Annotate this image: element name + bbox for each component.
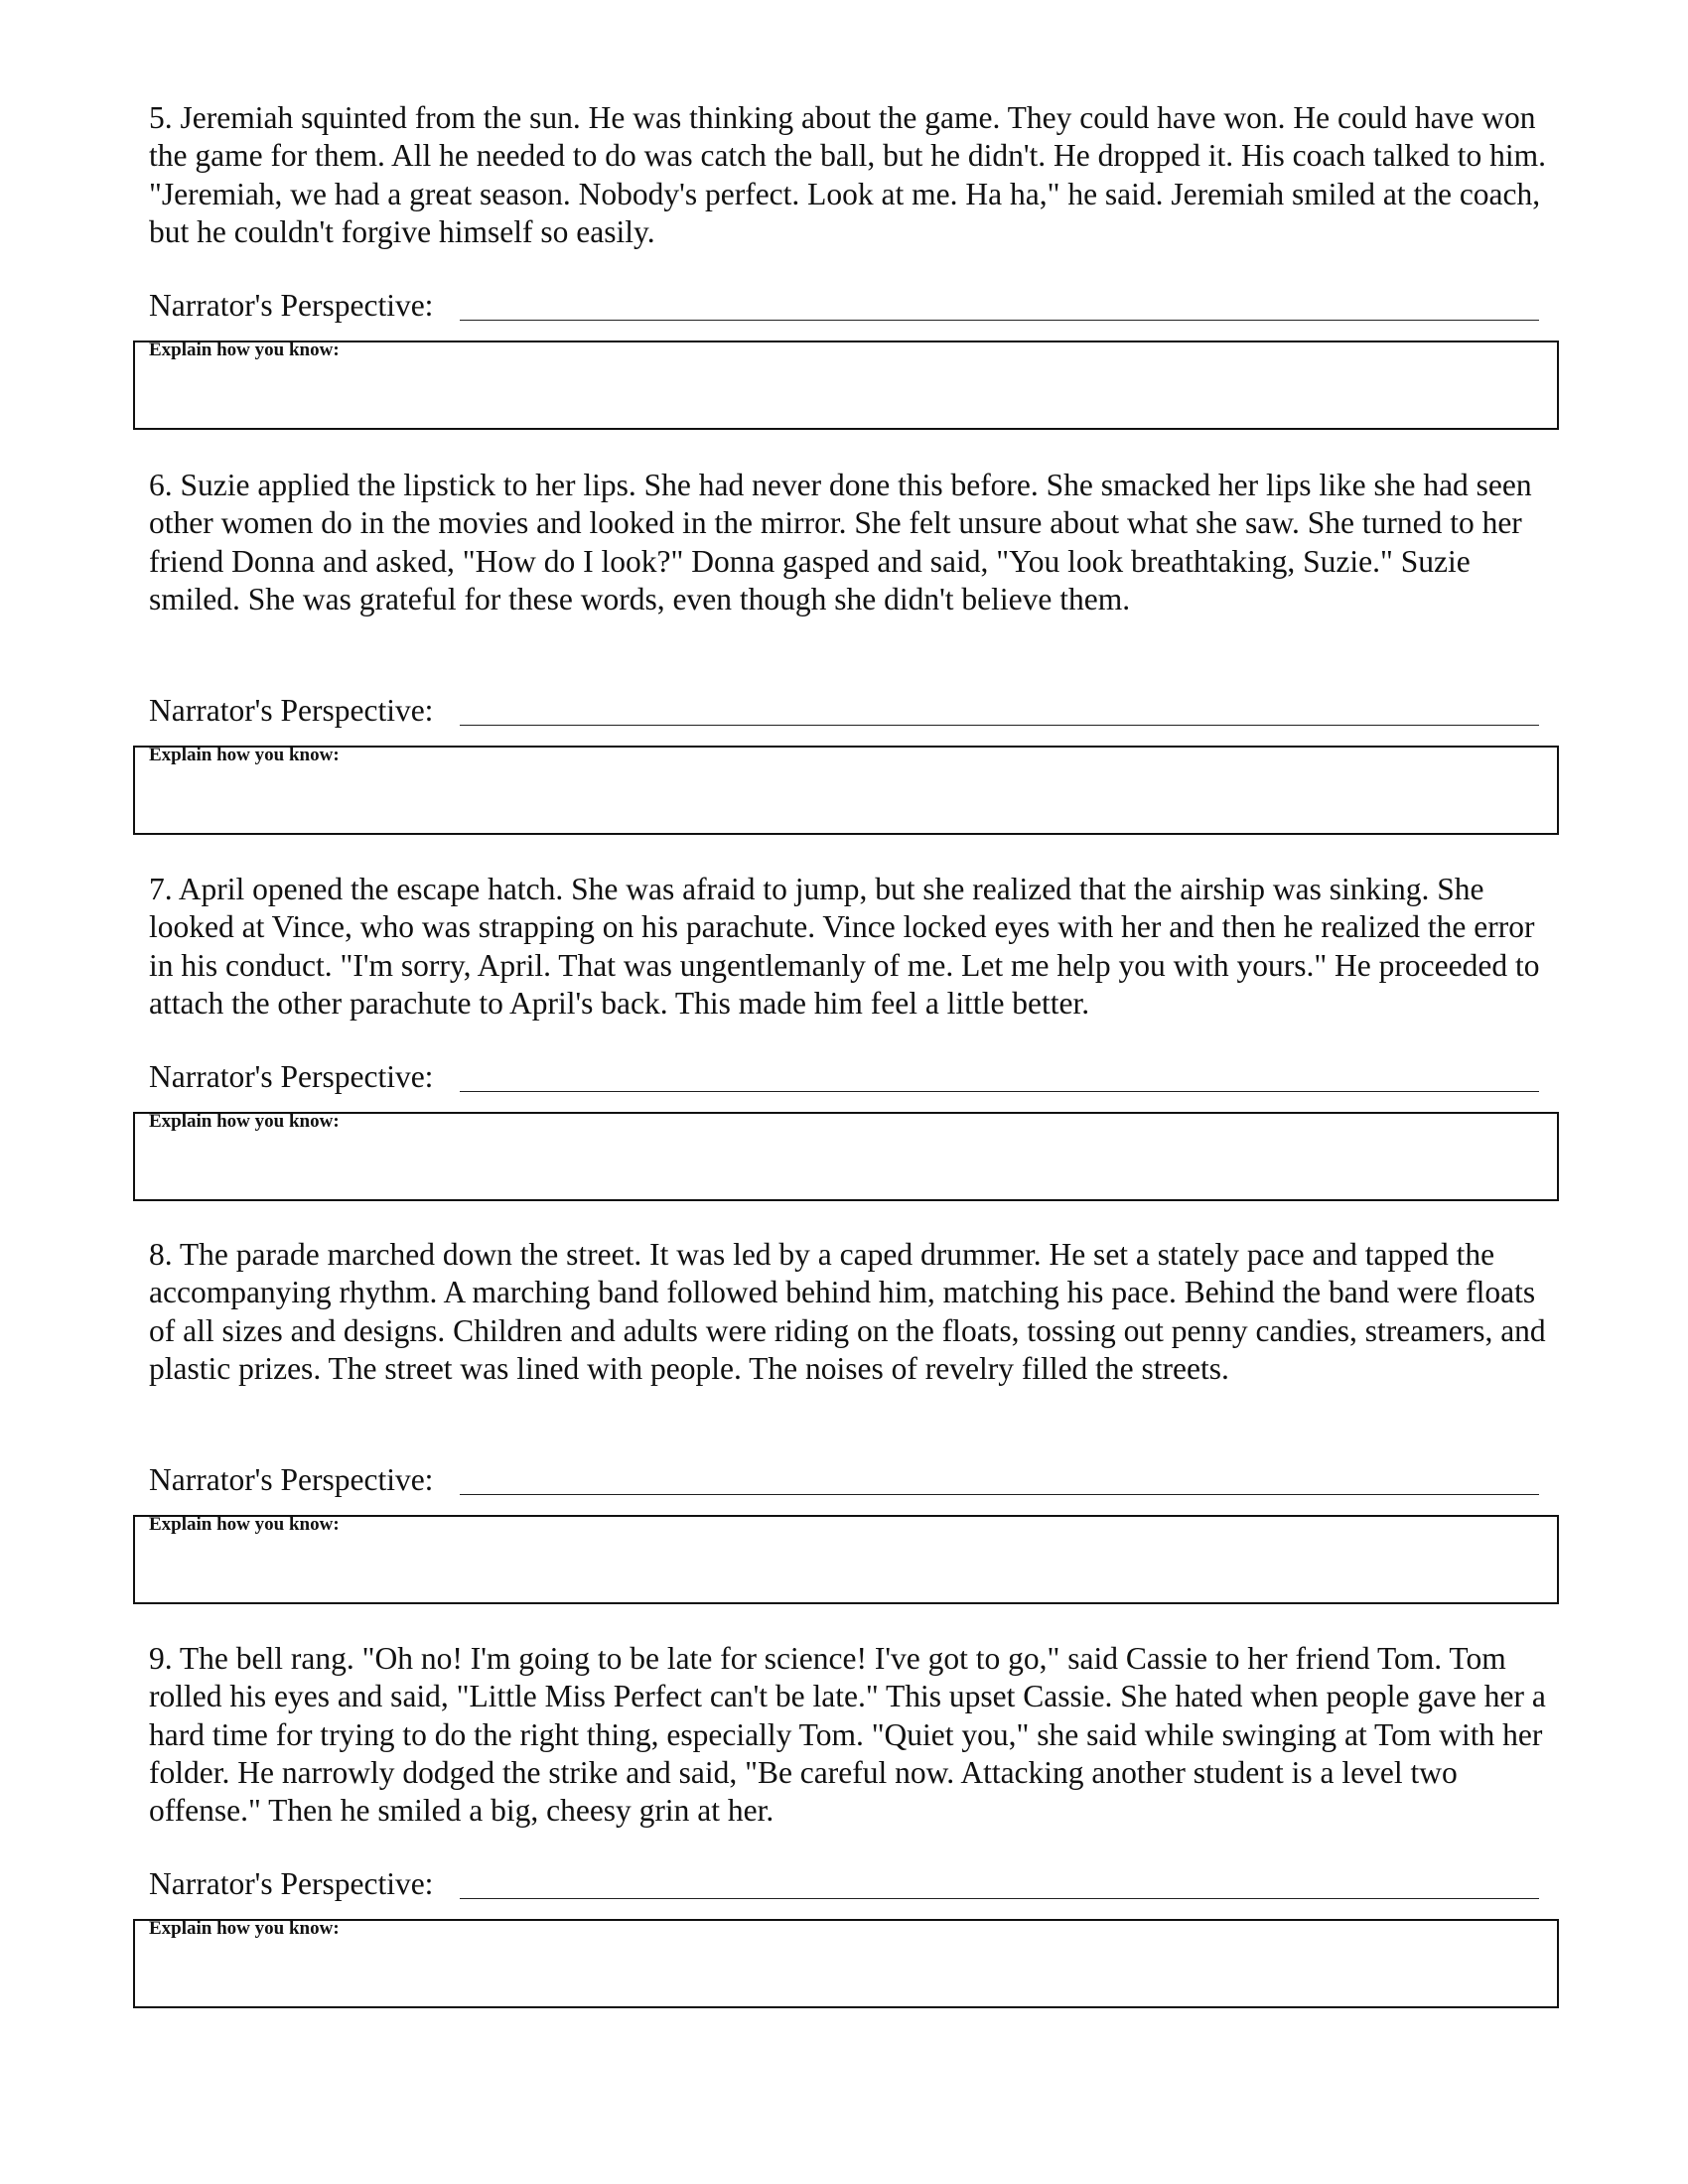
explain-label: Explain how you know:: [149, 1918, 340, 1939]
passage-text: 6. Suzie applied the lipstick to her lips. She had never done this before. She smacked her lips like she had seen other women do in the movies and looked in the mirror. She felt unsure about what she saw. She turned to her friend Donna and asked, "How do I look?" Donna gasped and said, "You look breathtaking, Suzie." Suzie smiled. She was grateful for these words, even though she didn't believe them.: [149, 468, 1532, 616]
explain-answer-box[interactable]: [133, 1112, 1559, 1201]
passage-text: 5. Jeremiah squinted from the sun. He was thinking about the game. They could have won. He could have won the game for them. All he needed to do was catch the ball, but he didn't. He dropped it. His coach talked to him. "Jeremiah, we had a great season. Nobody's perfect. Look at me. Ha ha," he said. Jeremiah smiled at the coach, but he couldn't forgive himself so easily.: [149, 100, 1547, 249]
narrator-perspective-answer-line[interactable]: [460, 1898, 1539, 1899]
passage-text: 9. The bell rang. "Oh no! I'm going to be late for science! I've got to go," said Cassie to her friend Tom. Tom rolled his eyes and said, "Little Miss Perfect can't be late." This upset Cassie. She hated when people gave her a hard time for trying to do the right thing, especially Tom. "Quiet you," she said while swinging at Tom with her folder. He narrowly dodged the strike and said, "Be careful now. Attacking another student is a level two offense." Then he smiled a big, cheesy grin at her.: [149, 1641, 1546, 1829]
narrator-perspective-answer-line[interactable]: [460, 725, 1539, 726]
narrator-perspective-row: [149, 1057, 1539, 1097]
explain-answer-box[interactable]: [133, 1515, 1559, 1604]
narrator-perspective-answer-line[interactable]: [460, 1494, 1539, 1495]
narrator-perspective-answer-line[interactable]: [460, 1091, 1539, 1092]
explain-label: Explain how you know:: [149, 1111, 340, 1132]
narrator-perspective-row: [149, 1460, 1539, 1500]
narrator-perspective-row: [149, 691, 1539, 731]
narrator-perspective-label: Narrator's Perspective:: [149, 1059, 434, 1094]
explain-label: Explain how you know:: [149, 340, 340, 360]
narrator-perspective-answer-line[interactable]: [460, 320, 1539, 321]
explain-answer-box[interactable]: [133, 341, 1559, 430]
narrator-perspective-label: Narrator's Perspective:: [149, 1462, 434, 1497]
narrator-perspective-row: [149, 286, 1539, 326]
explain-answer-box[interactable]: [133, 746, 1559, 835]
narrator-perspective-label: Narrator's Perspective:: [149, 288, 434, 323]
narrator-perspective-label: Narrator's Perspective:: [149, 693, 434, 728]
explain-answer-box[interactable]: [133, 1919, 1559, 2008]
passage-text: 8. The parade marched down the street. It was led by a caped drummer. He set a stately pace and tapped the accompanying rhythm. A marching band followed behind him, matching his pace. Behind the band were floats of all sizes and designs. Children and adults were riding on the floats, tossing out penny candies, streamers, and plastic prizes. The street was lined with people. The noises of revelry filled the streets.: [149, 1237, 1546, 1386]
narrator-perspective-row: [149, 1864, 1539, 1904]
explain-label: Explain how you know:: [149, 745, 340, 765]
explain-label: Explain how you know:: [149, 1514, 340, 1535]
narrator-perspective-label: Narrator's Perspective:: [149, 1866, 434, 1901]
passage-text: 7. April opened the escape hatch. She was afraid to jump, but she realized that the airship was sinking. She looked at Vince, who was strapping on his parachute. Vince locked eyes with her and then he realized the error in his conduct. "I'm sorry, April. That was ungentlemanly of me. Let me help you with yours." He proceeded to attach the other parachute to April's back. This made him feel a little better.: [149, 872, 1540, 1021]
